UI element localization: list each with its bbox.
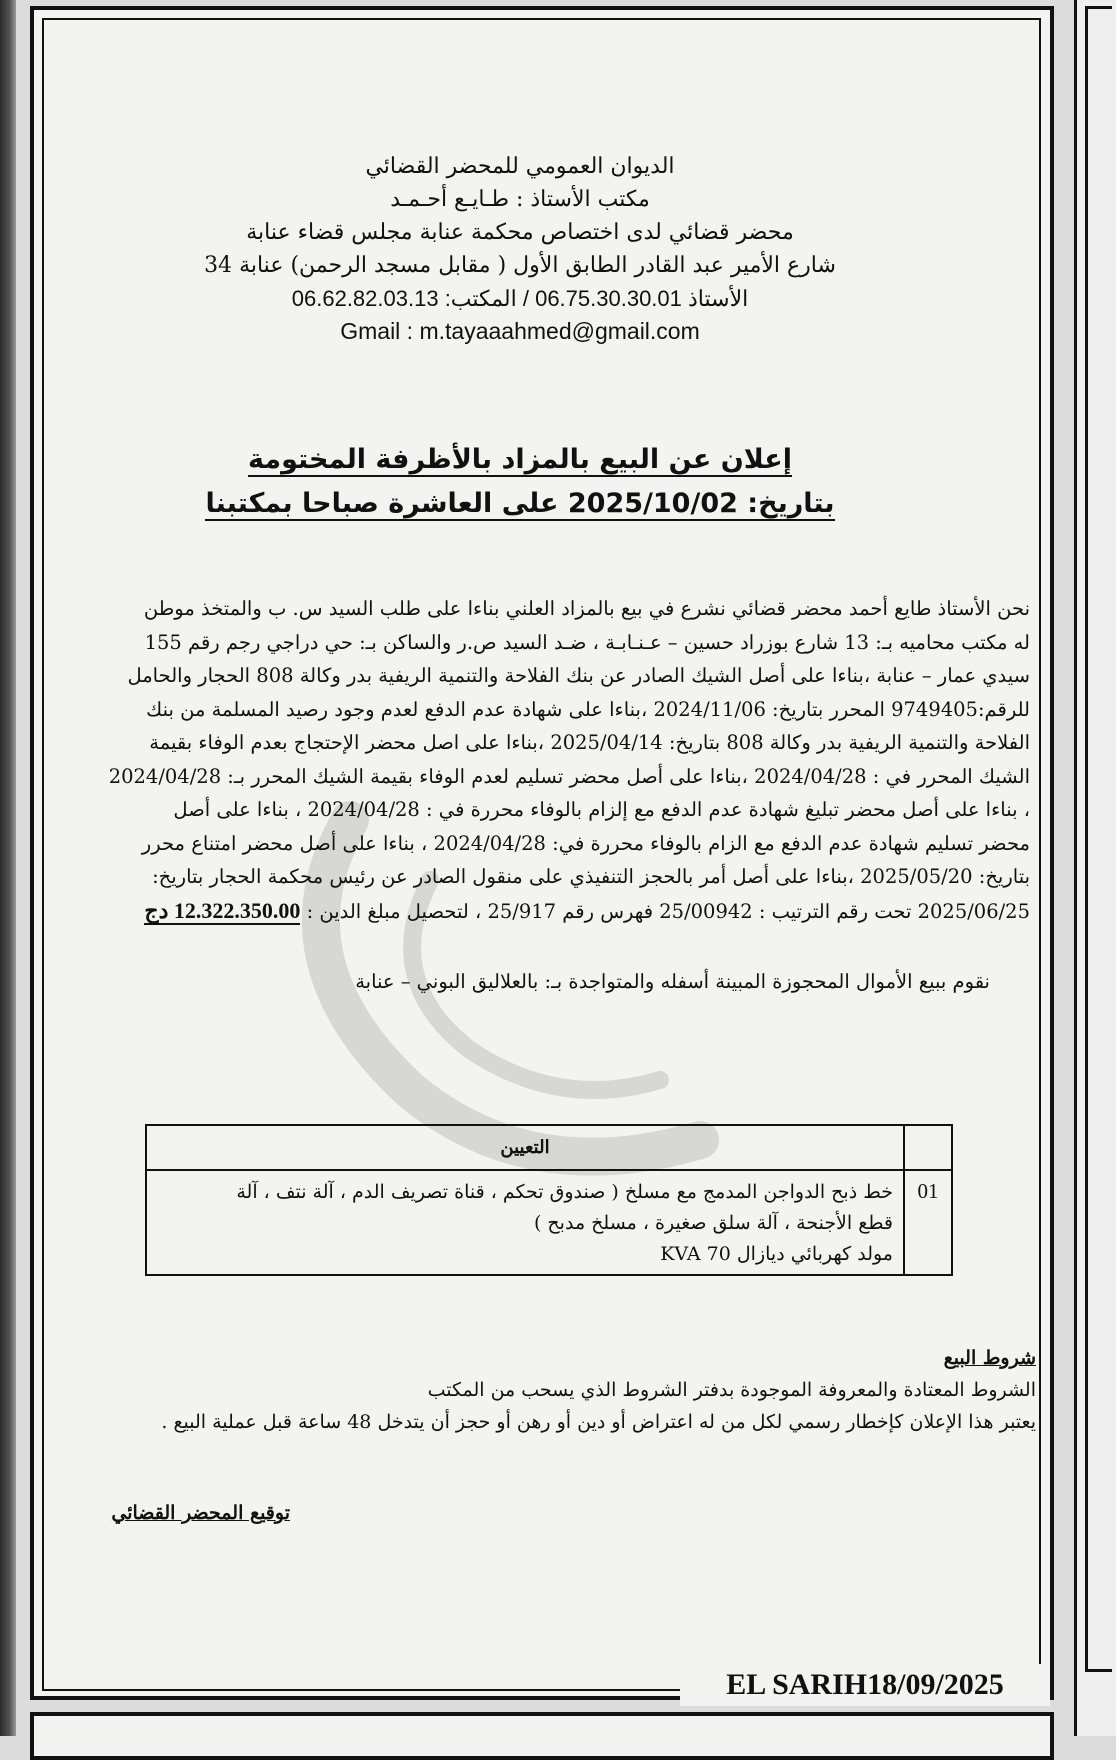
item-number: 01 <box>904 1170 952 1275</box>
table-row <box>146 1170 952 1275</box>
sale-intro: نقوم ببيع الأموال المحجوزة المبينة أسفله والمتواجدة بـ: بالعلاليق البوني – عنابة <box>355 970 990 993</box>
body-last-line <box>88 894 1030 929</box>
body-line: سيدي عمار – عنابة ،بناءا على أصل الشيك الصادر عن بنك الفلاحة والتنمية الريفية بدر وكالة 808 الحجار والحامل <box>127 664 1030 687</box>
body-line: ، بناءا على أصل محضر تبليغ شهادة عدم الدفع مع إلزام بالوفاء محررة في : 2024/04/28 ، بناءا على أصل <box>173 798 1030 821</box>
item-description <box>146 1170 904 1275</box>
title-line-2: بتاريخ: 2025/10/02 على العاشرة صباحا بمكتبنا <box>205 488 835 519</box>
title-line-1: إعلان عن البيع بالمزاد بالأظرفة المختومة <box>248 444 792 475</box>
item-line: قطع الأجنحة ، آلة سلق صغيرة ، مسلخ مدبح ) <box>533 1212 893 1234</box>
table-num-header <box>904 1125 952 1170</box>
body-line: للرقم:9749405 المحرر بتاريخ: 2024/11/06 ،بناءا على شهادة عدم الدفع لعدم وجود رصيد المسلمة من بنك <box>146 697 1030 721</box>
notice-title <box>0 438 1040 526</box>
debt-amount: 12.322.350.00 دج <box>144 897 301 923</box>
office-name: الديوان العمومي للمحضر القضائي <box>365 154 675 179</box>
notice-body <box>88 592 1030 928</box>
conditions-heading: شروط البيع <box>943 1347 1036 1369</box>
body-line: الفلاحة والتنمية الريفية بدر وكالة 808 بتاريخ: 2025/04/14 ،بناءا على اصل محضر الإحتجاج بعدم الوفاء بقيمة <box>149 731 1030 754</box>
adjacent-column-edge <box>1074 0 1116 1736</box>
conditions-line-1: الشروط المعتادة والمعروفة الموجودة بدفتر الشروط الذي يسحب من المكتب <box>427 1379 1036 1401</box>
jurisdiction: محضر قضائي لدى اختصاص محكمة عنابة مجلس قضاء عنابة <box>246 220 794 245</box>
office-of: مكتب الأستاذ : طـايـع أحـمـد <box>390 187 650 212</box>
conditions-line-2: يعتبر هذا الإعلان كإخطار رسمي لكل من له اعتراض أو دين أو رهن أو حجز أن يتدخل 48 ساعة قبل عملية البيع . <box>161 1411 1036 1433</box>
body-line: الشيك المحرر في : 2024/04/28 ،بناءا على أصل محضر تسليم لعدم الوفاء بقيمة الشيك المحرر بـ: 2024/04/28 <box>108 764 1030 788</box>
body-line: بتاريخ: 2025/05/20 ،بناءا على أصل أمر بالحجز التنفيذي على منقول الصادر عن رئيس محكمة الحجار بتاريخ: <box>152 865 1030 888</box>
body-line: نحن الأستاذ طايع أحمد محضر قضائي نشرع في بيع بالمزاد العلني بناءا على طلب السيد س. ب والمتخذ موطن <box>143 597 1030 620</box>
body-last-line-text: 2025/06/25 تحت رقم الترتيب : 25/00942 فهرس رقم 25/917 ، لتحصيل مبلغ الدين : <box>306 899 1030 923</box>
office-header <box>0 150 1040 348</box>
office-phones: الأستاذ 06.75.30.30.01 / المكتب: 06.62.82.03.13 <box>291 286 749 311</box>
office-address: 34 شارع الأمير عبد القادر الطابق الأول ( مقابل مسجد الرحمن) عنابة <box>204 253 836 278</box>
sale-conditions <box>96 1342 1036 1438</box>
body-line: محضر تسليم شهادة عدم الدفع مع الزام بالوفاء محررة في: 2024/04/28 ، بناءا على أصل محضر امتناع محرر <box>141 831 1030 855</box>
next-notice-border <box>30 1712 1054 1760</box>
bailiff-signature: توقيع المحضر القضائي <box>111 1502 290 1524</box>
newspaper-footer: EL SARIH18/09/2025 <box>680 1664 1050 1706</box>
office-email: Gmail : m.tayaaahmed@gmail.com <box>340 318 700 344</box>
item-line: خط ذبح الدواجن المدمج مع مسلخ ( صندوق تحكم ، قناة تصريف الدم ، آلة نتف ، آلة <box>236 1181 893 1203</box>
seized-items-table <box>145 1124 953 1276</box>
item-line: مولد كهربائي ديازال 70 KVA <box>660 1243 893 1265</box>
body-line: له مكتب محاميه بـ: 13 شارع بوزراد حسين – عـنـابـة ، ضـد السيد ص.ر والساكن بـ: حي دراجي رجم رقم 155 <box>144 630 1030 654</box>
table-header-designation: التعيين <box>146 1125 904 1170</box>
